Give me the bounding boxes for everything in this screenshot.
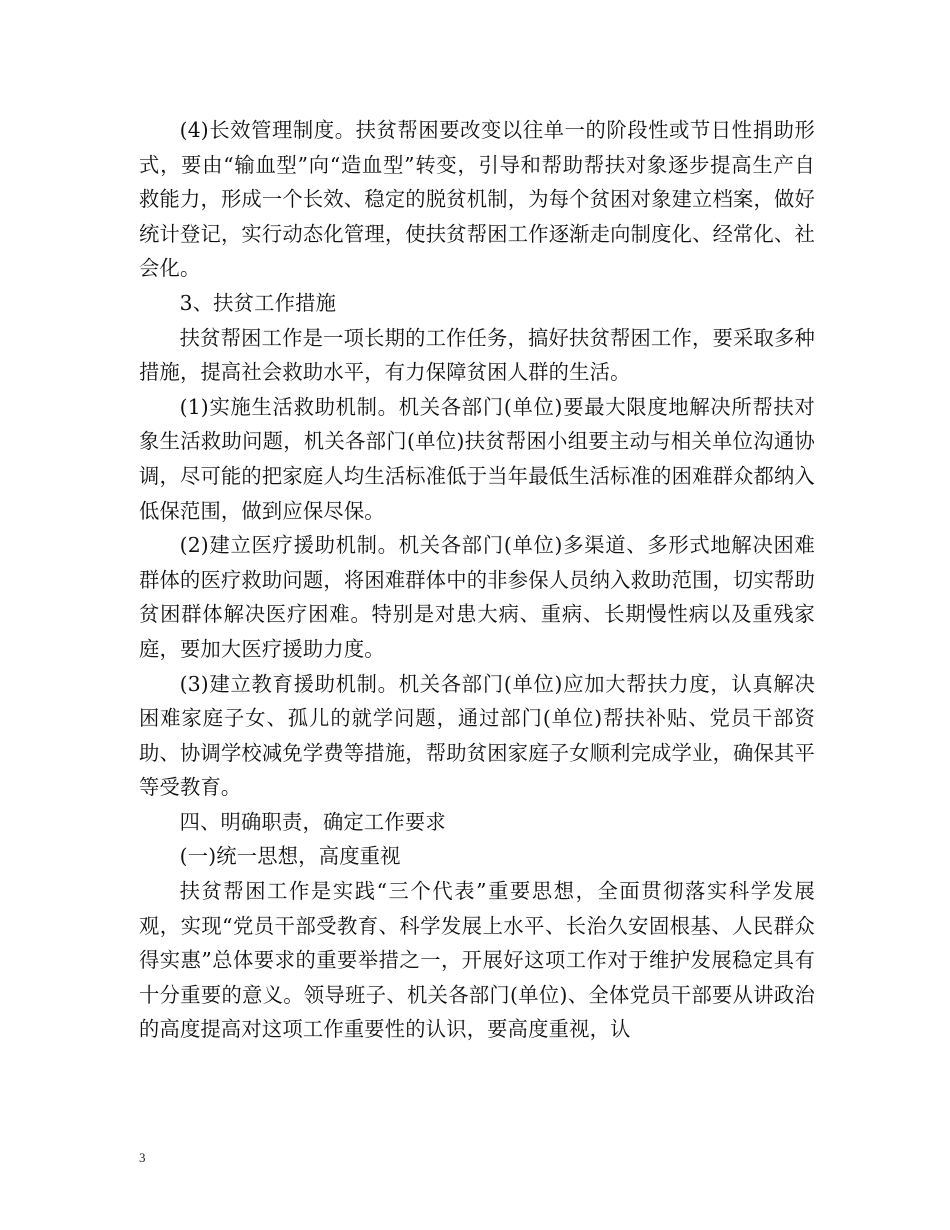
page-number: 3 (139, 1150, 146, 1165)
subheading-unify-thinking: (一)统一思想，高度重视 (179, 844, 401, 869)
paragraph-education-assistance: (3)建立教育援助机制。机关各部门(单位)应加大帮扶力度，认真解决困难家庭子女、孤儿的就学问题，通过部门(单位)帮扶补贴、党员干部资助、协调学校减免学费等措施，帮助贫困家庭子女顺利完成学业，确保其平等受教育。 (139, 671, 815, 800)
paragraph-long-term-management: (4)长效管理制度。扶贫帮困要改变以往单一的阶段性或节日性捐助形式，要由“输血型”向“造血型”转变，引导和帮助帮扶对象逐步提高生产自救能力，形成一个长效、稳定的脱贫机制，为每个贫困对象建立档案，做好统计登记，实行动态化管理，使扶贫帮困工作逐渐走向制度化、经常化、社会化。 (139, 118, 815, 281)
heading-poverty-measures: 3、扶贫工作措施 (179, 290, 337, 315)
heading-clarify-duties: 四、明确职责，确定工作要求 (179, 809, 446, 834)
paragraph-medical-assistance: (2)建立医疗援助机制。机关各部门(单位)多渠道、多形式地解决困难群体的医疗救助问题，将困难群体中的非参保人员纳入救助范围，切实帮助贫困群体解决医疗困难。特别是对患大病、重病、长期慢性病以及重残家庭，要加大医疗援助力度。 (139, 533, 815, 661)
paragraph-living-assistance: (1)实施生活救助机制。机关各部门(单位)要最大限度地解决所帮扶对象生活救助问题，机关各部门(单位)扶贫帮困小组要主动与相关单位沟通协调，尽可能的把家庭人均生活标准低于当年最低生活标准的困难群众都纳入低保范围，做到应保尽保。 (139, 394, 815, 523)
document-body (139, 113, 815, 1047)
paragraph-importance: 扶贫帮困工作是实践“三个代表”重要思想，全面贯彻落实科学发展观，实现“党员干部受教育、科学发展上水平、长治久安固根基、人民群众得实惠”总体要求的重要举措之一，开展好这项工作对于维护发展稳定具有十分重要的意义。领导班子、机关各部门(单位)、全体党员干部要从讲政治的高度提高对这项工作重要性的认识，要高度重视，认 (139, 879, 815, 1042)
paragraph-measures-intro: 扶贫帮困工作是一项长期的工作任务，搞好扶贫帮困工作，要采取多种措施，提高社会救助水平，有力保障贫困人群的生活。 (139, 325, 815, 385)
